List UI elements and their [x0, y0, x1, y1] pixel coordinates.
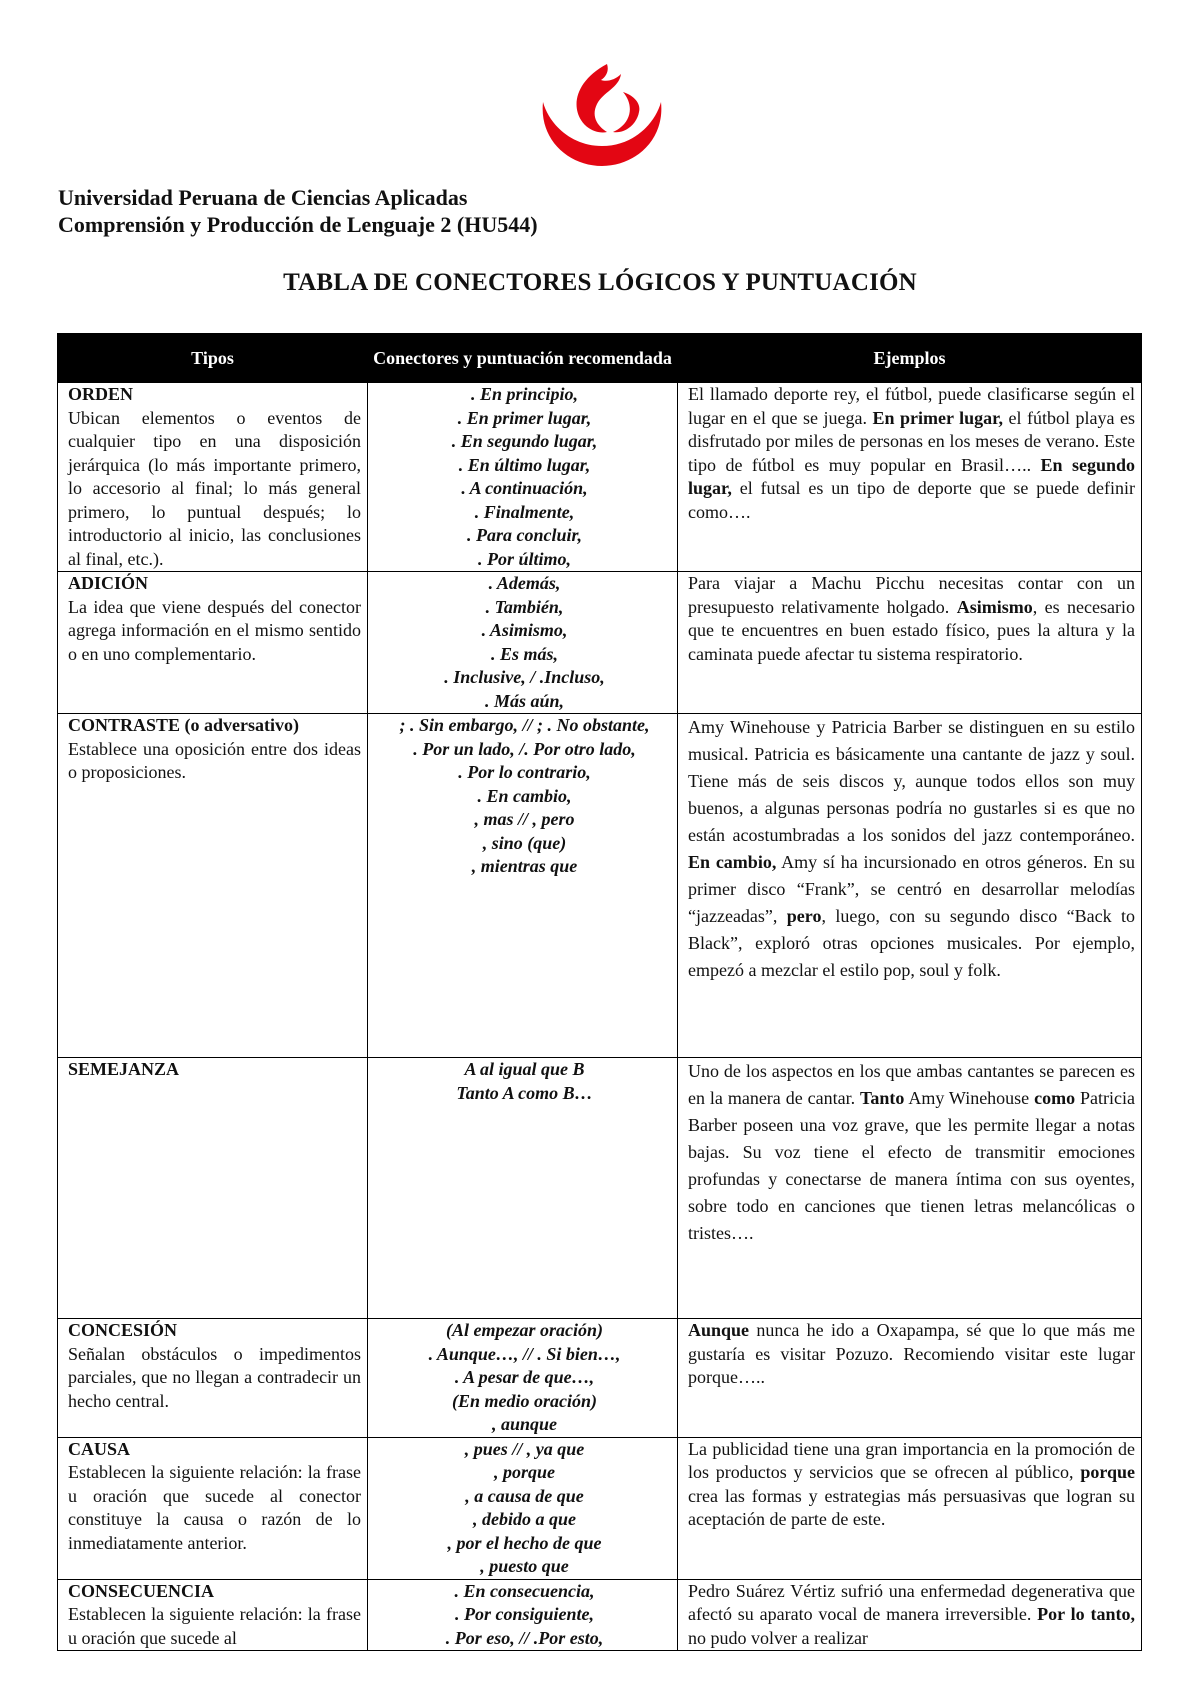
connector-item: . Por un lado, /. Por otro lado,	[413, 738, 636, 759]
example-text: el fútbol playa es disfrutado por miles de personas en los meses de verano. Este tipo de fútbol es muy popular en Brasil…..	[688, 407, 1135, 475]
connectors-cell	[368, 572, 678, 714]
logo-bowl	[543, 102, 662, 166]
connector-item: , aunque	[491, 1414, 558, 1434]
type-name: SEMEJANZA	[68, 1059, 180, 1079]
type-description: Señalan obstáculos o impedimentos parciales, que no llegan a contradecir un hecho central.	[68, 1343, 361, 1411]
type-description: Establece una oposición entre dos ideas o proposiciones.	[68, 738, 361, 782]
type-description: Establecen la siguiente relación: la frase u oración que sucede al conector constituye la causa o razón de lo inmediatamente anterior.	[68, 1462, 361, 1553]
type-name: CAUSA	[68, 1438, 131, 1459]
example-cell	[678, 383, 1142, 572]
connectors-table	[57, 333, 1142, 1651]
connector-item: , mas // , pero	[474, 809, 575, 829]
example-cell	[678, 714, 1142, 1058]
connector-item: . Además,	[488, 573, 561, 593]
example-text: , luego, con su segundo disco “Back to Black”, exploró otras opciones musicales. Por ejemplo, empezó a mezclar el estilo pop, soul y folk.	[688, 906, 1136, 980]
table-row	[58, 1437, 1142, 1579]
document-title: TABLA DE CONECTORES LÓGICOS Y PUNTUACIÓN	[283, 269, 917, 296]
connector-item: , porque	[493, 1462, 555, 1482]
example-text: Amy Winehouse	[904, 1088, 1035, 1108]
type-name: ADICIÓN	[68, 573, 149, 593]
example-text: Pedro Suárez Vértiz sufrió una enfermedad degenerativa que afectó su aparato vocal de manera irreversible.	[688, 1580, 1135, 1624]
connector-item: . Asimismo,	[481, 620, 568, 640]
connector-item: . Por consiguiente,	[454, 1604, 594, 1624]
example-text: El llamado deporte rey, el fútbol, puede clasificarse según el lugar en el que se juega.	[688, 384, 1135, 428]
connector-item: . A continuación,	[461, 478, 588, 498]
connector-item: , puesto que	[480, 1556, 569, 1576]
connectors-cell	[368, 714, 678, 1058]
example-connector-highlight: Tanto	[860, 1088, 905, 1108]
table-row	[58, 572, 1142, 714]
example-cell	[678, 1437, 1142, 1579]
example-connector-highlight: como	[1034, 1088, 1076, 1108]
connector-item: . Por lo contrario,	[458, 762, 591, 782]
connector-item: . Para concluir,	[466, 525, 582, 545]
header-conectores: Conectores y puntuación recomendada	[368, 334, 678, 383]
institution-header	[58, 184, 538, 238]
connectors-cell	[368, 1437, 678, 1579]
type-cell	[58, 572, 368, 714]
table-row	[58, 1319, 1142, 1438]
connectors-cell	[368, 1319, 678, 1438]
type-cell	[58, 714, 368, 1058]
logo-flame-right	[613, 92, 639, 132]
type-cell	[58, 1437, 368, 1579]
type-description: Establecen la siguiente relación: la frase u oración que sucede al	[68, 1604, 361, 1648]
upc-logo	[537, 62, 667, 170]
example-text: Patricia Barber poseen una voz grave, que les permite llegar a notas bajas. Su voz tiene el efecto de transmitir emociones profundas y conectarse de manera íntima con sus oyentes, sobre todo en canciones que tienen letras melancólicas o tristes….	[688, 1088, 1135, 1243]
type-name: CONTRASTE (o adversativo)	[68, 715, 300, 735]
example-text: La publicidad tiene una gran importancia en la promoción de los productos y servicios que se ofrecen al público,	[688, 1438, 1135, 1482]
table-row	[58, 383, 1142, 572]
connector-item: , pues // , ya que	[464, 1438, 585, 1459]
example-cell	[678, 1579, 1142, 1651]
example-text: el futsal es un tipo de deporte que se puede definir como….	[688, 478, 1135, 522]
example-connector-highlight: Por lo tanto,	[1037, 1604, 1135, 1624]
connectors-cell	[368, 383, 678, 572]
example-cell	[678, 1058, 1142, 1319]
connector-item: . Inclusive, / .Incluso,	[444, 667, 605, 687]
type-name: CONSECUENCIA	[68, 1580, 215, 1601]
example-connector-highlight: porque	[1080, 1462, 1135, 1482]
example-connector-highlight: Asimismo	[956, 596, 1033, 617]
type-cell	[58, 383, 368, 572]
connector-item: . Más aún,	[484, 690, 565, 711]
example-text: crea las formas y estrategias más persuasivas que logran su aceptación de parte de este.	[688, 1485, 1135, 1529]
connector-item: , por el hecho de que	[447, 1532, 602, 1553]
example-text: Para viajar a Machu Picchu necesitas contar con un presupuesto relativamente holgado.	[688, 573, 1135, 617]
connector-item: (En medio oración)	[451, 1390, 597, 1411]
table-header-row	[58, 334, 1142, 383]
table-row	[58, 714, 1142, 1058]
connector-item: . Finalmente,	[474, 501, 575, 522]
type-description: Ubican elementos o eventos de cualquier tipo en una disposición jerárquica (lo más importante primero, lo accesorio al final; lo más general primero, lo puntual después; lo introductorio al inicio, las conclusiones al final, etc.).	[68, 407, 361, 569]
example-connector-highlight: En segundo lugar,	[688, 454, 1136, 498]
connectors-cell	[368, 1058, 678, 1319]
connector-item: Tanto A como B…	[456, 1082, 593, 1103]
connector-item: , a causa de que	[465, 1485, 584, 1506]
example-connector-highlight: En primer lugar,	[872, 407, 1003, 428]
type-cell	[58, 1058, 368, 1319]
type-cell	[58, 1319, 368, 1438]
course-name: Comprensión y Producción de Lenguaje 2 (HU544)	[58, 212, 538, 237]
connector-item: , debido a que	[473, 1509, 576, 1529]
university-name: Universidad Peruana de Ciencias Aplicadas	[58, 185, 468, 210]
table-row	[58, 1058, 1142, 1319]
type-name: ORDEN	[68, 384, 134, 404]
connector-item: . En primer lugar,	[457, 407, 592, 428]
type-description: La idea que viene después del conector agrega información en el mismo sentido o en uno complementario.	[68, 596, 361, 664]
example-text: no pudo volver a realizar	[688, 1627, 868, 1648]
connector-item: , sino (que)	[482, 832, 567, 853]
type-name: CONCESIÓN	[68, 1320, 178, 1340]
example-text: Amy sí ha incursionado en otros géneros. En su primer disco “Frank”, se centró en desarrollar melodías “jazzeadas”,	[688, 852, 1136, 926]
connector-item: . Es más,	[490, 643, 559, 664]
connector-item: . Por último,	[477, 548, 571, 569]
connector-item: . También,	[485, 596, 564, 617]
connector-item: , mientras que	[471, 856, 578, 876]
example-text: nunca he ido a Oxapampa, sé que lo que más me gustaría es visitar Pozuzo. Recomiendo visitar este lugar porque…..	[688, 1320, 1135, 1387]
example-text: , es necesario que te encuentres en buen estado físico, pues la altura y la caminata puede afectar tu sistema respiratorio.	[688, 596, 1136, 664]
logo-flame	[577, 64, 621, 133]
connector-item: . En consecuencia,	[454, 1580, 595, 1601]
connector-item: A al igual que B	[464, 1059, 585, 1079]
connector-item: . En principio,	[470, 384, 579, 404]
connector-item: . En cambio,	[477, 785, 572, 806]
connector-item: . Por eso, // .Por esto,	[445, 1627, 604, 1648]
connector-item: (Al empezar oración)	[446, 1320, 603, 1340]
connectors-cell	[368, 1579, 678, 1651]
example-connector-highlight: En cambio,	[688, 852, 777, 872]
example-cell	[678, 572, 1142, 714]
example-connector-highlight: Aunque	[688, 1320, 750, 1340]
connector-item: . En segundo lugar,	[451, 431, 598, 451]
connector-item: ; . Sin embargo, // ; . No obstante,	[399, 715, 650, 735]
header-tipos: Tipos	[58, 334, 368, 383]
example-text: Amy Winehouse y Patricia Barber se distinguen en su estilo musical. Patricia es básicamente una cantante de jazz y soul. Tiene más de seis discos y, aunque todos ellos son muy buenos, a algunas personas podría no gustarles si es que no están acostumbradas a los sonidos del jazz contemporáneo.	[688, 717, 1135, 845]
example-cell	[678, 1319, 1142, 1438]
table-row	[58, 1579, 1142, 1651]
type-cell	[58, 1579, 368, 1651]
connector-item: . Aunque…, // . Si bien…,	[428, 1343, 621, 1364]
example-text: Uno de los aspectos en los que ambas cantantes se parecen es en la manera de cantar.	[688, 1061, 1135, 1108]
header-ejemplos: Ejemplos	[678, 334, 1142, 383]
connector-item: . A pesar de que…,	[454, 1367, 595, 1387]
connector-item: . En último lugar,	[458, 454, 591, 475]
example-connector-highlight: pero	[786, 906, 822, 926]
